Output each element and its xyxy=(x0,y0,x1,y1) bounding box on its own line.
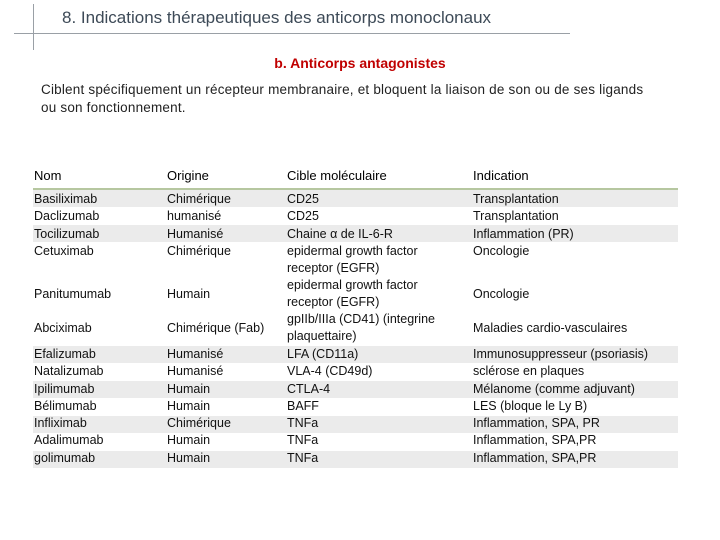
group2-cible: epidermal growth factor receptor (EGFR) xyxy=(287,278,418,310)
intro-text: Ciblent spécifiquement un récepteur membranaire, et bloquent la liaison de son ou de ses ligands ou son fonctionnement. xyxy=(41,82,644,115)
group1-indication: Transplantation Transplantation Inflammation (PR) Oncologie xyxy=(473,192,574,258)
group3-indication: Maladies cardio-vasculaires xyxy=(473,321,628,335)
header-nom: Nom xyxy=(34,168,62,183)
group4-origine: Humanisé Humanisé Humain Humain Chimérique Humain Humain xyxy=(167,347,231,465)
decor-vertical-line xyxy=(33,4,34,50)
group2-nom: Panitumumab xyxy=(34,287,112,301)
group2-indication: Oncologie xyxy=(473,287,530,301)
header-indication: Indication xyxy=(473,168,529,183)
header-cible: Cible moléculaire xyxy=(287,168,387,183)
page-title: 8. Indications thérapeutiques des anticorps monoclonaux xyxy=(62,8,492,27)
group4-indication: Immunosuppresseur (psoriasis) sclérose en plaques Mélanome (comme adjuvant) LES (bloque le Ly B) Inflammation, SPA, PR Inflammation, SPA,PR Inflammation, SPA,PR xyxy=(473,347,649,465)
group3-origine: Chimérique (Fab) xyxy=(167,321,265,335)
group4-nom: Efalizumab Natalizumab Ipilimumab Bélimumab Infliximab Adalimumab golimumab xyxy=(34,347,104,465)
group3-nom: Abciximab xyxy=(34,321,92,335)
table-header xyxy=(33,160,678,190)
section-subtitle: b. Anticorps antagonistes xyxy=(274,55,446,71)
group3-cible: gpIIb/IIIa (CD41) (integrine plaquettaire) xyxy=(287,312,435,344)
group1-origine: Chimérique humanisé Humanisé Chimérique xyxy=(167,192,231,258)
group4-cible: LFA (CD11a) VLA-4 (CD49d) CTLA-4 BAFF TNFa TNFa TNFa xyxy=(287,347,373,465)
title-underline xyxy=(14,33,570,34)
header-origine: Origine xyxy=(167,168,209,183)
group2-origine: Humain xyxy=(167,287,211,301)
antibody-table xyxy=(33,160,678,190)
group1-cible: CD25 CD25 Chaine α de IL-6-R epidermal growth factor receptor (EGFR) xyxy=(287,192,418,276)
group1-nom: Basiliximab Daclizumab Tocilizumab Cetuximab xyxy=(34,192,100,258)
